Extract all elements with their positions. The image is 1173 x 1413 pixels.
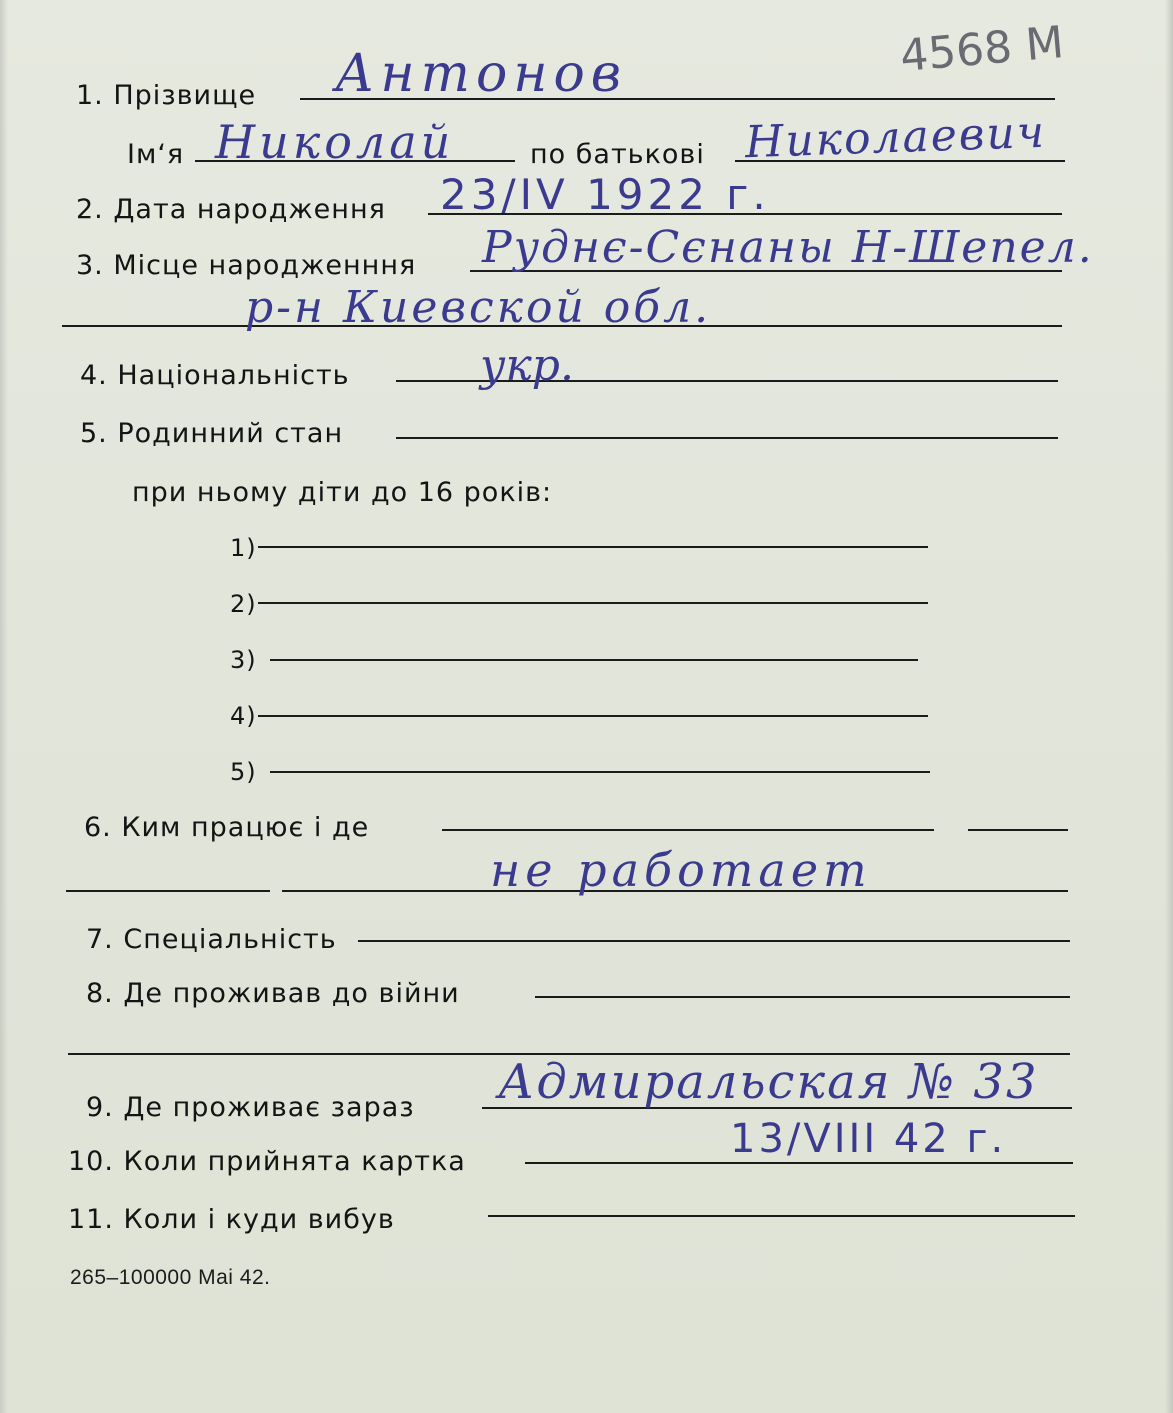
child-5-label: 5) xyxy=(230,758,257,786)
prewar-residence-label: 8. Де проживав до війни xyxy=(86,978,460,1009)
birth-date-value: 23/IV 1922 г. xyxy=(440,170,770,219)
work-line-1b xyxy=(968,829,1068,831)
surname-value: Антонов xyxy=(335,44,628,104)
child-4-line xyxy=(258,715,928,717)
child-2-line xyxy=(258,602,928,604)
child-1-label: 1) xyxy=(230,534,257,562)
current-residence-label: 9. Де проживає зараз xyxy=(86,1092,415,1123)
card-accepted-value: 13/VIII 42 г. xyxy=(730,1116,1007,1162)
first-name-value: Николай xyxy=(215,115,455,169)
work-value: не работает xyxy=(490,843,872,897)
archive-number: 4568 М xyxy=(898,16,1066,83)
child-3-label: 3) xyxy=(230,646,257,674)
specialty-label: 7. Спеціальність xyxy=(86,924,337,955)
marital-status-line xyxy=(396,437,1058,439)
children-label: при ньому діти до 16 років: xyxy=(132,477,553,508)
work-line-1a xyxy=(442,829,934,831)
child-5-line xyxy=(270,771,930,773)
child-4-label: 4) xyxy=(230,702,257,730)
surname-label: 1. Прізвище xyxy=(76,80,257,111)
card-accepted-label: 10. Коли прийнята картка xyxy=(68,1146,466,1177)
nationality-label: 4. Національність xyxy=(80,360,350,391)
work-label: 6. Ким працює і де xyxy=(84,812,370,843)
card-accepted-line xyxy=(525,1162,1073,1164)
current-residence-value: Адмиральская № 33 xyxy=(498,1054,1039,1110)
child-3-line xyxy=(270,659,918,661)
birth-place-label: 3. Місце народженння xyxy=(76,250,417,281)
prewar-residence-line-1 xyxy=(535,996,1070,998)
patronymic-value: Николаевич xyxy=(744,106,1047,169)
paper-edge-left xyxy=(0,0,8,1413)
patronymic-label: по батькові xyxy=(530,139,705,170)
child-2-label: 2) xyxy=(230,590,257,618)
work-line-2a xyxy=(66,890,270,892)
departed-line xyxy=(488,1215,1075,1217)
birth-place-value: Руднє-Сєнаны Н-Шепел. xyxy=(482,222,1094,273)
first-name-label: Ім‘я xyxy=(127,139,185,170)
child-1-line xyxy=(258,546,928,548)
departed-label: 11. Коли і куди вибув xyxy=(68,1204,395,1235)
marital-status-label: 5. Родинний стан xyxy=(80,418,344,449)
birth-place-value-2: р-н Киевской обл. xyxy=(245,282,712,333)
paper-edge-right xyxy=(1165,0,1173,1413)
birth-date-label: 2. Дата народження xyxy=(76,194,386,225)
nationality-value: укр. xyxy=(480,340,574,391)
specialty-line xyxy=(358,940,1070,942)
print-code: 265–100000 Mai 42. xyxy=(70,1266,271,1289)
